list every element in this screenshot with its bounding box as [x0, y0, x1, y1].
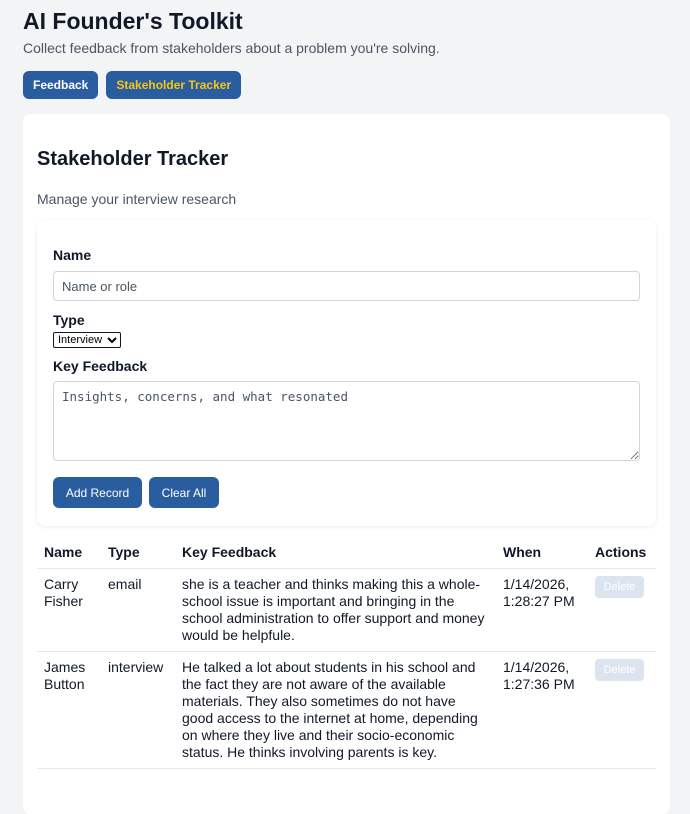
row-actions [588, 569, 656, 652]
type-label: Type [53, 312, 85, 328]
row-type: email [101, 569, 175, 652]
table-header-row [37, 538, 656, 569]
tracker-title: Stakeholder Tracker [37, 148, 229, 170]
row-feedback: He talked a lot about students in his school and the fact they are not aware of the available materials. They also sometimes do not have good access to the internet at home, depending on where they live and their socio-economic status. He thinks involving parents is key. [175, 652, 496, 769]
row-type: interview [101, 652, 175, 769]
add-record-button[interactable]: Add Record [53, 477, 142, 508]
column-header-type: Type [101, 538, 175, 569]
delete-button[interactable]: Delete [595, 659, 644, 681]
app-subtitle: Collect feedback from stakeholders about a problem you're solving. [23, 40, 440, 56]
row-name: James Button [37, 652, 101, 769]
column-header-name: Name [37, 538, 101, 569]
column-header-when: When [496, 538, 588, 569]
key-feedback-label: Key Feedback [53, 358, 148, 374]
name-label: Name [53, 247, 92, 263]
feedback-tab-button[interactable]: Feedback [23, 71, 98, 99]
type-select[interactable] [53, 332, 121, 348]
row-name: Carry Fisher [37, 569, 101, 652]
row-feedback: she is a teacher and thinks making this a whole-school issue is important and bringing in the school administration to offer support and money would be helpfule. [175, 569, 496, 652]
row-actions [588, 652, 656, 769]
tracker-subtitle: Manage your interview research [37, 191, 237, 207]
app-title: AI Founder's Toolkit [23, 8, 243, 34]
tracker-panel [23, 114, 670, 814]
clear-all-button[interactable]: Clear All [149, 477, 219, 508]
stakeholder-tracker-tab-button[interactable]: Stakeholder Tracker [106, 71, 241, 99]
name-input[interactable] [53, 271, 640, 301]
table-row [37, 569, 656, 652]
record-form [37, 220, 656, 526]
records-table [37, 538, 656, 769]
column-header-feedback: Key Feedback [175, 538, 496, 569]
row-when: 1/14/2026, 1:28:27 PM [496, 569, 588, 652]
delete-button[interactable]: Delete [595, 576, 644, 598]
table-row [37, 652, 656, 769]
row-when: 1/14/2026, 1:27:36 PM [496, 652, 588, 769]
key-feedback-input[interactable] [53, 381, 640, 461]
main-nav [23, 71, 241, 99]
column-header-actions: Actions [588, 538, 656, 569]
